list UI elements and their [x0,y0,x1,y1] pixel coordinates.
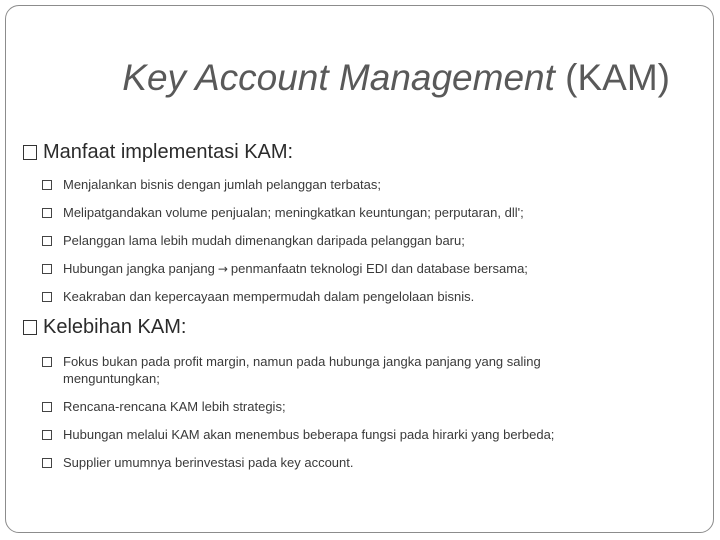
list-item [42,353,573,387]
section-heading-text: Kelebihan KAM: [43,316,187,338]
list-item-text: Melipatgandakan volume penjualan; meningkatkan keuntungan; perputaran, dll'; [63,205,524,220]
title-italic: Key Account Management [122,57,555,98]
checkbox-bullet-icon [23,320,37,335]
list-item-text: Hubungan melalui KAM akan menembus beberapa fungsi pada hirarki yang berbeda; [63,427,555,442]
list-item [42,204,524,221]
list-item [42,260,528,278]
list-item-text: Rencana-rencana KAM lebih strategis; [63,399,286,414]
square-bullet-icon [42,236,52,246]
checkbox-bullet-icon [23,145,37,160]
list-item [42,288,474,305]
list-item-text: Keakraban dan kepercayaan mempermudah dalam pengelolaan bisnis. [63,289,475,304]
list-item [42,426,554,443]
section-heading-text: Manfaat implementasi KAM: [43,141,294,163]
list-item-text: Supplier umumnya berinvestasi pada key account. [63,455,354,470]
slide-title [0,56,670,100]
list-item-text-before: Hubungan jangka panjang [63,261,215,276]
square-bullet-icon [42,264,52,274]
list-item [42,232,465,249]
square-bullet-icon [42,180,52,190]
list-item [42,454,354,471]
list-item-text: Fokus bukan pada profit margin, namun pada hubunga jangka panjang yang saling menguntungkan; [63,354,541,386]
list-item-text-after: penmanfaatn teknologi EDI dan database bersama; [230,261,528,276]
section-heading-kelebihan [23,316,186,339]
square-bullet-icon [42,208,52,218]
square-bullet-icon [42,357,52,367]
section-heading-manfaat [23,141,293,164]
list-item [42,176,381,193]
title-suffix: (KAM) [554,57,670,98]
square-bullet-icon [42,430,52,440]
list-item-text: Menjalankan bisnis dengan jumlah pelanggan terbatas; [63,177,381,192]
square-bullet-icon [42,292,52,302]
arrow-right-icon: → [217,262,228,276]
list-item-text: Pelanggan lama lebih mudah dimenangkan daripada pelanggan baru; [63,233,465,248]
list-item [42,398,286,415]
square-bullet-icon [42,458,52,468]
square-bullet-icon [42,402,52,412]
